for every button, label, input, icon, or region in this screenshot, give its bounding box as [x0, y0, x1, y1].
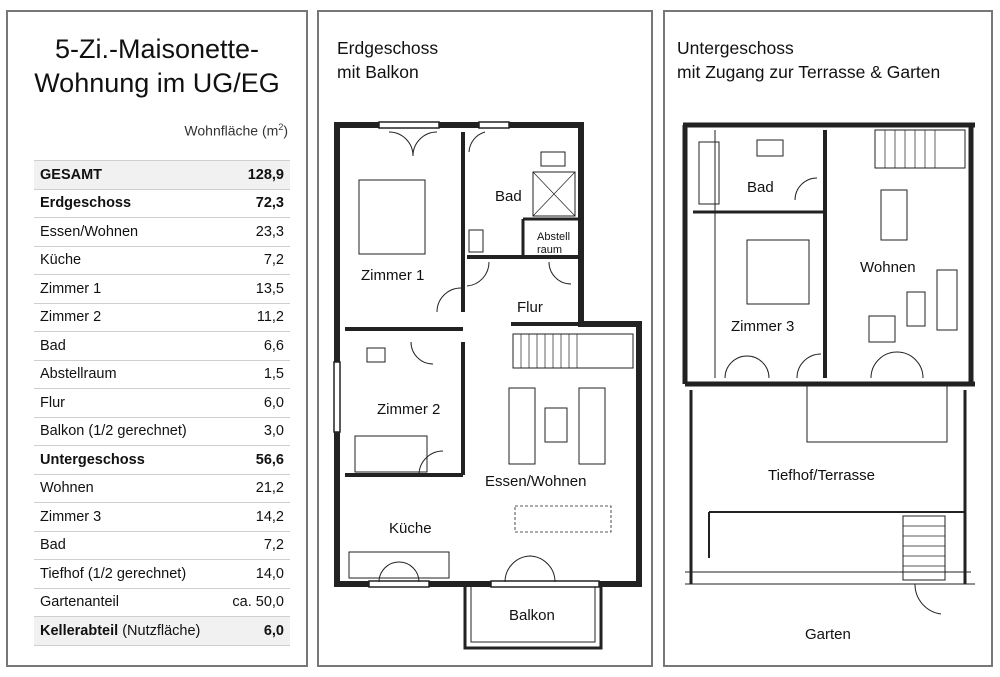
apartment-title-line1: 5-Zi.-Maisonette-: [54, 34, 260, 64]
bed: [747, 240, 809, 304]
terrace-awning: [807, 384, 947, 442]
sofa: [509, 388, 535, 464]
room-label-abstellraum-1: Abstell: [537, 231, 571, 243]
room-label-zimmer-2: Zimmer 2: [377, 401, 441, 418]
staircase: [513, 334, 633, 368]
table-row: Küche 7,2: [34, 246, 290, 275]
room-label-balkon: Balkon: [509, 607, 555, 624]
table-row: Essen/Wohnen 23,3: [34, 218, 290, 247]
ground-floor-plan: [319, 12, 651, 665]
table-row-basement: Untergeschoss 56,6: [34, 446, 290, 475]
table-row: Zimmer 3 14,2: [34, 503, 290, 532]
room-label-wohnen: Wohnen: [860, 259, 916, 276]
table-row: Flur 6,0: [34, 389, 290, 418]
ground-floor-title: Erdgeschoss mit Balkon: [337, 38, 439, 82]
kitchen-counter: [349, 552, 449, 578]
ground-floor-panel: [317, 10, 653, 667]
table-row: Tiefhof (1/2 gerechnet) 14,0: [34, 560, 290, 589]
table-row: Bad 6,6: [34, 332, 290, 361]
basement-plan: [665, 12, 991, 665]
table-row: Bad 7,2: [34, 531, 290, 560]
bed: [355, 436, 427, 472]
room-label-bad: Bad: [495, 188, 522, 205]
sofa: [937, 270, 957, 330]
room-label-zimmer-1: Zimmer 1: [361, 267, 425, 284]
table-row-cellar: Kellerabteil (Nutzfläche) 6,0: [34, 617, 290, 646]
sofa: [579, 388, 605, 464]
room-label-zimmer-3: Zimmer 3: [731, 318, 795, 335]
table-row-ground-floor: Erdgeschoss 72,3: [34, 189, 290, 218]
area-table: [34, 160, 290, 646]
table-row: Balkon (1/2 gerechnet) 3,0: [34, 417, 290, 446]
coffee-table: [545, 408, 567, 442]
area-unit-header: Wohnfläche $(m^2)$: [184, 122, 288, 139]
bed: [359, 180, 425, 254]
table-row: Abstellraum 1,5: [34, 360, 290, 389]
staircase: [875, 130, 965, 168]
room-label-kueche: Küche: [389, 520, 432, 537]
room-label-essen-wohnen: Essen/Wohnen: [485, 473, 587, 490]
outside-steps: [903, 516, 945, 580]
dining-table: [881, 190, 907, 240]
basement-title: Untergeschoss mit Zugang zur Terrasse & Garten: [677, 38, 941, 82]
table-row: Zimmer 1 13,5: [34, 275, 290, 304]
room-label-abstellraum-2: raum: [537, 244, 563, 256]
exterior-wall: [337, 125, 639, 584]
room-label-garten: Garten: [805, 626, 851, 643]
apartment-title-line2: Wohnung im UG/EG: [34, 68, 280, 98]
table-row-total: GESAMT 128,9: [34, 161, 290, 190]
area-summary-panel: [6, 10, 308, 667]
dining-table: [515, 506, 611, 532]
basement-panel: [663, 10, 993, 667]
table-row: Wohnen 21,2: [34, 474, 290, 503]
room-label-bad: Bad: [747, 179, 774, 196]
table-row: Zimmer 2 11,2: [34, 303, 290, 332]
room-label-flur: Flur: [517, 299, 543, 316]
room-label-tiefhof-terrasse: Tiefhof/Terrasse: [768, 467, 875, 484]
table-row: Gartenanteil ca. 50,0: [34, 588, 290, 617]
